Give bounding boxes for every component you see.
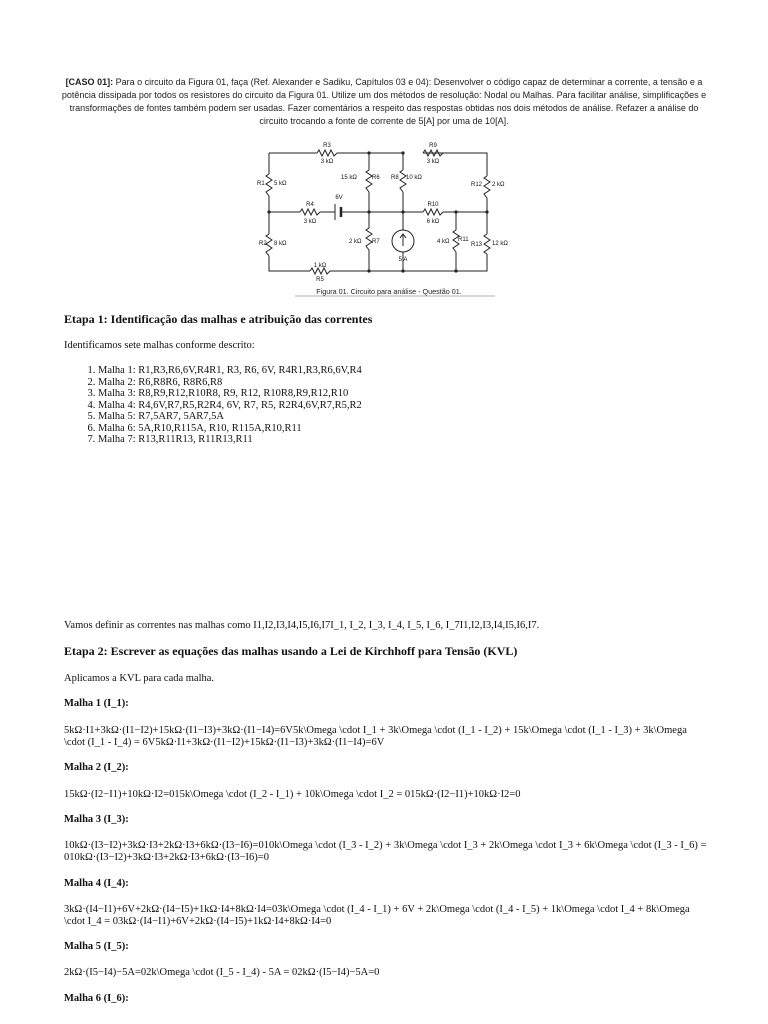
malha1-equation: 5kΩ·I1+3kΩ·(I1−I2)+15kΩ·(I1−I3)+3kΩ·(I1−I4)=6V5k\Omega \cdot I_1 + 3k\Omega \cdot (I_1 - I_2) + 15k\Omega \cdot (I_1 - I_3) + 3k\Omega \cdot (I_1 - I_4) = 6V5kΩ·I1+3kΩ·(I1−I2)+15kΩ·(I1−I3)+3kΩ·(I1−I4)=6V bbox=[64, 725, 687, 748]
circuit-figure bbox=[255, 140, 515, 302]
mesh-item: 3. Malha 3: R8,R9,R12,R10R8, R9, R12, R10R8,R9,R12,R10 bbox=[98, 388, 709, 400]
etapa1-intro: Identificamos sete malhas conforme descrito: bbox=[64, 340, 255, 351]
mesh-item: 7. Malha 7: R13,R11R13, R11R13,R11 bbox=[98, 434, 709, 446]
mesh-item: 1. Malha 1: R1,R3,R6,6V,R4R1, R3, R6, 6V, R4R1,R3,R6,6V,R4 bbox=[98, 365, 709, 377]
current-source-symbol bbox=[392, 230, 414, 252]
r3-value: 3 kΩ bbox=[320, 159, 334, 165]
mesh-item: 2. Malha 2: R6,R8R6, R8R6,R8 bbox=[98, 377, 709, 389]
r7-label: R7 bbox=[372, 239, 380, 245]
r8-value: 10 kΩ bbox=[406, 175, 422, 181]
r4-value: 3 kΩ bbox=[303, 219, 317, 225]
r4-resistor bbox=[300, 209, 320, 215]
mesh-item: 5. Malha 5: R7,5AR7, 5AR7,5A bbox=[98, 411, 709, 423]
problem-text: Para o circuito da Figura 01, faça (Ref. Alexander e Sadiku, Capítulos 03 e 04): Desenvolver o código capaz de determinar a corrente, a tensão e a potência dissipada por todos os resistores do circuito da Figura 01. Utilize um dos métodos de resolução: Nodal ou Malhas. Para facilitar análise, simplificações e transformações de fontes também podem ser usadas. Fazer comentários a respeito das respostas obtidas nos dois métodos de análise. Refazer a análise do circuito trocando a fonte de corrente de 5[A] por uma de 10[A]. bbox=[61, 77, 707, 126]
r5-value: 1 kΩ bbox=[313, 263, 327, 269]
r9-label: R9 bbox=[429, 143, 437, 149]
mesh-item: 6. Malha 6: 5A,R10,R115A, R10, R115A,R10,R11 bbox=[98, 423, 709, 435]
r8-label: R8 bbox=[391, 175, 399, 181]
r1-resistor bbox=[266, 174, 272, 196]
mesh-list bbox=[64, 365, 709, 446]
r1-label: R1 bbox=[257, 181, 265, 187]
r1-value: 5 kΩ bbox=[274, 181, 287, 187]
battery-label: 6V bbox=[335, 195, 343, 201]
r4-label: R4 bbox=[306, 202, 314, 208]
etapa2-heading: Etapa 2: Escrever as equações das malhas usando a Lei de Kirchhoff para Tensão (KVL) bbox=[64, 644, 518, 658]
r5-label: R5 bbox=[316, 277, 324, 283]
r3-label: R3 bbox=[323, 143, 331, 149]
r6-value: 15 kΩ bbox=[341, 175, 357, 181]
case-label: [CASO 01]: bbox=[65, 77, 114, 87]
malha5-title: Malha 5 (I_5): bbox=[64, 941, 129, 952]
r8-resistor bbox=[400, 170, 406, 192]
malha2-title: Malha 2 (I_2): bbox=[64, 762, 129, 773]
mesh-list-container bbox=[64, 365, 709, 446]
malha3-title: Malha 3 (I_3): bbox=[64, 814, 129, 825]
problem-statement bbox=[60, 76, 708, 128]
r13-resistor bbox=[484, 234, 490, 254]
malha6-title: Malha 6 (I_6): bbox=[64, 993, 129, 1004]
etapa2-intro: Aplicamos a KVL para cada malha. bbox=[64, 673, 215, 684]
currents-definition: Vamos definir as correntes nas malhas como I1,I2,I3,I4,I5,I6,I7I_1, I_2, I_3, I_4, I_5, I_6, I_7I1,I2,I3,I4,I5,I6,I7. bbox=[64, 620, 540, 631]
r11-label: R11 bbox=[458, 237, 469, 243]
malha4-title: Malha 4 (I_4): bbox=[64, 878, 129, 889]
r11-value: 4 kΩ bbox=[437, 239, 450, 245]
r12-value: 2 kΩ bbox=[492, 182, 505, 188]
r6-resistor bbox=[366, 170, 372, 192]
r10-value: 6 kΩ bbox=[426, 219, 440, 225]
malha4-equation: 3kΩ·(I4−I1)+6V+2kΩ·(I4−I5)+1kΩ·I4+8kΩ·I4=03k\Omega \cdot (I_4 - I_1) + 6V + 2k\Omega \cdot (I_4 - I_5) + 1k\Omega \cdot I_4 + 8k\Omega \cdot I_4 = 03kΩ·(I4−I1)+6V+2kΩ·(I4−I5)+1kΩ·I4+8kΩ·I4=0 bbox=[64, 904, 690, 927]
r2-resistor bbox=[266, 234, 272, 256]
r6-label: R6 bbox=[372, 175, 380, 181]
figure-caption: Figura 01. Circuito para análise - Questão 01. bbox=[316, 287, 462, 296]
r13-value: 12 kΩ bbox=[492, 241, 508, 247]
r3-resistor bbox=[317, 150, 337, 156]
r12-resistor bbox=[484, 176, 490, 198]
malha5-equation: 2kΩ·(I5−I4)−5A=02k\Omega \cdot (I_5 - I_4) - 5A = 02kΩ·(I5−I4)−5A=0 bbox=[64, 967, 380, 978]
r10-label: R10 bbox=[427, 202, 439, 208]
malha2-equation: 15kΩ·(I2−I1)+10kΩ·I2=015k\Omega \cdot (I_2 - I_1) + 10k\Omega \cdot I_2 = 015kΩ·(I2−I1)+10kΩ·I2=0 bbox=[64, 789, 521, 800]
r7-value: 2 kΩ bbox=[349, 239, 362, 245]
r9-value: 3 kΩ bbox=[426, 159, 440, 165]
r2-label: R2 bbox=[259, 241, 267, 247]
malha3-equation: 10kΩ·(I3−I2)+3kΩ·I3+2kΩ·I3+6kΩ·(I3−I6)=010k\Omega \cdot (I_3 - I_2) + 3k\Omega \cdot I_3 + 2k\Omega \cdot I_3 + 6k\Omega \cdot (I_3 - I_6) = 010kΩ·(I3−I2)+3kΩ·I3+2kΩ·I3+6kΩ·(I3−I6)=0 bbox=[64, 840, 707, 863]
r10-resistor bbox=[423, 209, 443, 215]
malha1-title: Malha 1 (I_1): bbox=[64, 698, 129, 709]
circuit-wires bbox=[269, 153, 487, 271]
r2-value: 8 kΩ bbox=[274, 241, 287, 247]
etapa1-heading: Etapa 1: Identificação das malhas e atribuição das correntes bbox=[64, 312, 373, 326]
mesh-item: 4. Malha 4: R4,6V,R7,R5,R2R4, 6V, R7, R5, R2R4,6V,R7,R5,R2 bbox=[98, 400, 709, 412]
r12-label: R12 bbox=[471, 182, 483, 188]
battery-6v-symbol bbox=[335, 204, 347, 220]
current-source-label: 5 A bbox=[398, 257, 408, 263]
r13-label: R13 bbox=[471, 242, 483, 248]
